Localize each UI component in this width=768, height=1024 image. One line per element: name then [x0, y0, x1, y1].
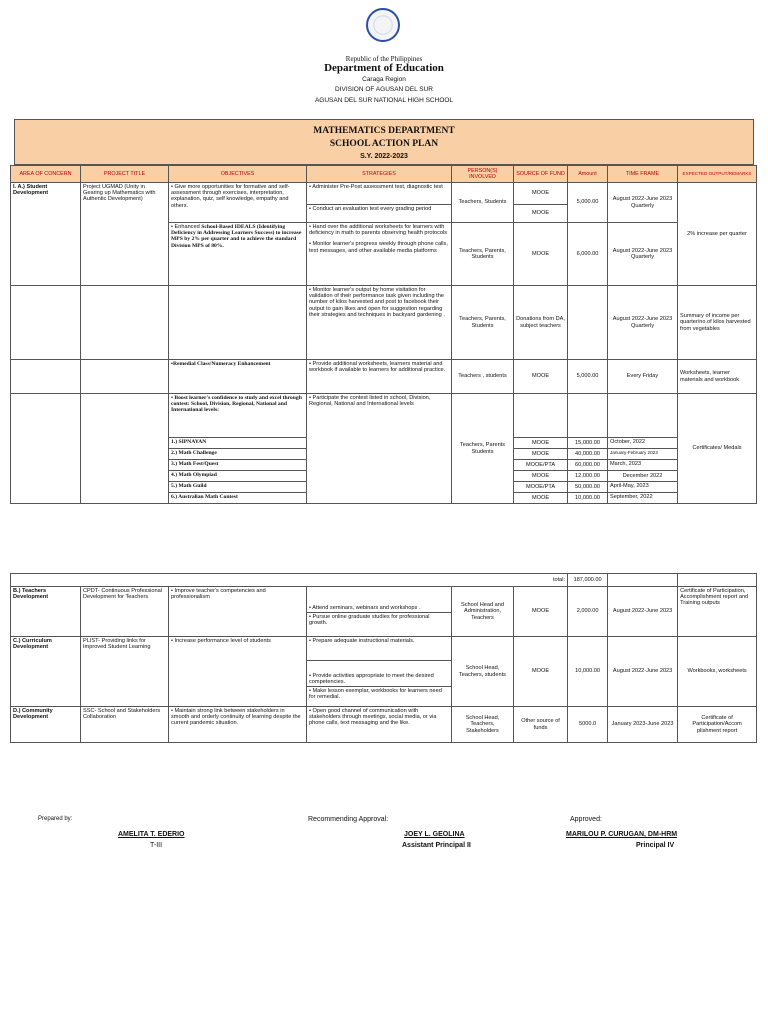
contest-fund: MOOE/PTA	[514, 460, 568, 471]
recommending-name: JOEY L. GEOLINA	[404, 831, 465, 838]
objective-cell: •Remedial Class/Numeracy Enhancement	[169, 360, 307, 394]
prepared-name: AMELITA T. EDERIO	[118, 831, 185, 838]
contest-amount: 10,000.00	[568, 493, 608, 504]
total-label: total:	[11, 574, 568, 587]
col-expected: EXPECTED OUTPUT/REMARKS	[678, 166, 757, 183]
table-row	[11, 394, 757, 438]
amount-cell: 2,000.00	[568, 587, 608, 637]
recommending-title: Assistant Principal II	[402, 842, 471, 849]
persons-cell: Teachers, Parents Students	[452, 394, 514, 504]
strategy-cell: • Attend seminars, webinars and workshops .	[307, 587, 452, 613]
contest-fund: MOOE	[514, 449, 568, 460]
banner-school-year: S.Y. 2022-2023	[360, 153, 408, 160]
recommending-label: Recommending Approval:	[308, 816, 389, 823]
project-cell: PLIST- Providing links for Improved Student Learning	[81, 637, 169, 707]
fund-cell	[514, 394, 568, 438]
table-row	[11, 707, 757, 743]
col-persons: PERSON(S) INVOLVED	[452, 166, 514, 183]
contest-name: 1.) SIPNAYAN	[169, 438, 307, 449]
division-line: DIVISION OF AGUSAN DEL SUR	[334, 86, 433, 93]
area-cell: I. A.) Student Development	[11, 183, 81, 286]
contest-name: 4.) Math Olympiad	[169, 471, 307, 482]
table-row	[11, 637, 757, 661]
area-cell	[11, 394, 81, 504]
empty-cell	[678, 574, 757, 587]
time-cell: August 2022-June 2023	[608, 587, 678, 637]
contest-time: December 2022	[608, 471, 678, 482]
table-header-row	[11, 166, 757, 183]
expected-cell: 2% increase per quarter	[678, 183, 757, 286]
action-plan-table-2	[10, 573, 757, 743]
persons-cell: Teachers, Parents, Students	[452, 286, 514, 360]
objective-cell: • Maintain strong link between stakeholders in smooth and orderly continuity of learning despite the current pandemic situation.	[169, 707, 307, 743]
banner-department: MATHEMATICS DEPARTMENT	[313, 126, 455, 136]
contest-fund: MOOE/PTA	[514, 482, 568, 493]
time-cell: January 2023-June 2023	[608, 707, 678, 743]
project-cell	[81, 360, 169, 394]
strategy-cell: • Conduct an evaluation test every grading period	[307, 205, 452, 223]
time-cell	[608, 394, 678, 438]
amount-cell: 5,000.00	[568, 183, 608, 223]
strategy-cell: • Make lesson exemplar, workbooks for learners need for remedial.	[307, 687, 452, 707]
persons-cell: Teachers, Parents, Students	[452, 223, 514, 286]
amount-cell: 10,000.00	[568, 637, 608, 707]
strategy-text: • Monitor learner's progress weekly through phone calls, text messages, and other available media platforms	[309, 241, 448, 254]
expected-cell: Worksheets, learner materials and workbook	[678, 360, 757, 394]
project-cell	[81, 286, 169, 360]
table-row	[11, 587, 757, 613]
objective-cell	[169, 223, 307, 286]
strategy-cell: • Pursue online graduate studies for professional growth.	[307, 613, 452, 637]
fund-cell: MOOE	[514, 223, 568, 286]
expected-cell: Workbooks, worksheets	[678, 637, 757, 707]
objective-cell: • Boost learner's confidence to study and excel through contest: School, Division, Regional, National and International levels:	[169, 394, 307, 438]
col-strategies: STRATEGIES	[307, 166, 452, 183]
objective-ideals: School-Based IDEALS (Identifying Deficiency in Addressing Learners Success) to increase MPS by 2% per quarter and to achieve the standard Division MPS of 80%.	[171, 224, 302, 249]
action-plan-table-1	[10, 165, 757, 504]
total-value: 187,000.00	[568, 574, 608, 587]
contest-name: 2.) Math Challenge	[169, 449, 307, 460]
table-row	[11, 286, 757, 360]
persons-cell: School Head, Teachers, Stakeholders	[452, 707, 514, 743]
project-cell: Project UGMAD (Unity in Gearing up Mathematics with Authentic Development)	[81, 183, 169, 286]
fund-cell: MOOE	[514, 205, 568, 223]
fund-cell: Other source of funds	[514, 707, 568, 743]
contest-amount: 60,000.00	[568, 460, 608, 471]
amount-cell	[568, 286, 608, 360]
approver-name: MARILOU P. CURUGAN, DM-HRM	[566, 831, 678, 838]
region-line: Caraga Region	[362, 76, 406, 83]
prepared-title: T-III	[150, 842, 163, 849]
col-objectives: OBJECTIVES	[169, 166, 307, 183]
contest-amount: 12,000.00	[568, 471, 608, 482]
project-cell	[81, 394, 169, 504]
persons-cell: School Head, Teachers, students	[452, 637, 514, 707]
persons-cell: Teachers , students	[452, 360, 514, 394]
area-cell: B.) Teachers Development	[11, 587, 81, 637]
time-cell: Every Friday	[608, 360, 678, 394]
school-line: AGUSAN DEL SUR NATIONAL HIGH SCHOOL	[314, 97, 454, 104]
contest-fund: MOOE	[514, 493, 568, 504]
time-cell: August 2022-June 2023	[608, 637, 678, 707]
col-fund: SOURCE OF FUND	[514, 166, 568, 183]
strategy-cell: • Administer Pre-Post assessment test, diagnostic test	[307, 183, 452, 205]
fund-cell: Donations from DA, subject teachers	[514, 286, 568, 360]
strategy-cell: • Provide additional worksheets, learners material and workbook if available to learners for additional practice.	[307, 360, 452, 394]
strategy-cell: • Participate the contest listed in school, Division, Regional, National and International levels	[307, 394, 452, 504]
amount-cell: 5,000.00	[568, 360, 608, 394]
time-cell: August 2022-June 2023 Quarterly	[608, 286, 678, 360]
objective-cell: • Increase performance level of students	[169, 637, 307, 707]
contest-name: 6.) Australian Math Contest	[169, 493, 307, 504]
fund-cell: MOOE	[514, 360, 568, 394]
amount-cell: 5000.0	[568, 707, 608, 743]
persons-cell: School Head and Administration, Teachers	[452, 587, 514, 637]
time-cell: August 2022-June 2023 Quarterly	[608, 223, 678, 286]
objective-cell: • Give more opportunities for formative and self-assessment through exercises, interpretation, explanation, quiz, self knowledge, empathy and others.	[169, 183, 307, 223]
contest-time: March, 2023	[608, 460, 678, 471]
fund-cell: MOOE	[514, 637, 568, 707]
area-cell: D.) Community Development	[11, 707, 81, 743]
col-time: TIME FRAME	[608, 166, 678, 183]
deped-seal	[366, 8, 400, 42]
strategy-cell: • Provide activities appropriate to meet the desired competencies.	[307, 661, 452, 687]
objective-cell	[169, 286, 307, 360]
time-cell: August 2022-June 2023 Quarterly	[608, 183, 678, 223]
amount-cell: 6,000.00	[568, 223, 608, 286]
area-cell: C.) Curriculum Development	[11, 637, 81, 707]
contest-time: January-February 2023	[608, 449, 678, 460]
project-cell: CPDT- Continuous Professional Development for Teachers	[81, 587, 169, 637]
contest-name: 5.) Math Guild	[169, 482, 307, 493]
col-project: PROJECT TITLE	[81, 166, 169, 183]
project-cell: SSC- School and Stakeholders Collaboration	[81, 707, 169, 743]
amount-cell	[568, 394, 608, 438]
contest-fund: MOOE	[514, 438, 568, 449]
col-amount: Amount	[568, 166, 608, 183]
expected-cell: Certificate of Participation/Accom plishment report	[678, 707, 757, 743]
fund-cell: MOOE	[514, 587, 568, 637]
banner-title: SCHOOL ACTION PLAN	[329, 139, 439, 149]
area-cell	[11, 286, 81, 360]
objective-prefix: • Enhanced	[171, 224, 202, 230]
contest-amount: 15,000.00	[568, 438, 608, 449]
department-title: Department of Education	[324, 62, 444, 74]
strategy-cell: • Monitor learner's output by home visitation for validation of their performance task given including the number of kilos harvested and post to facebook their output to gain likes and open for suggestion regarding their strategies and techniques in backyard gardening .	[307, 286, 452, 360]
strategy-text: • Hand over the additional worksheets for learners with deficiency in math to parents observing health protocols	[309, 224, 448, 237]
table-row	[11, 360, 757, 394]
expected-cell: Certificate of Participation, Accomplishment report and Training outputs	[678, 587, 757, 637]
persons-cell: Teachers, Students	[452, 183, 514, 223]
table-row	[11, 183, 757, 205]
col-area: AREA OF CONCERN	[11, 166, 81, 183]
total-row	[11, 574, 757, 587]
expected-cell: Certificates/ Medals	[678, 394, 757, 504]
approver-title: Principal IV	[636, 842, 675, 849]
plan-banner	[14, 119, 754, 165]
contest-amount: 40,000.00	[568, 449, 608, 460]
strategy-cell: • Prepare adequate instructional materials.	[307, 637, 452, 661]
prepared-label: Prepared by:	[38, 816, 73, 822]
area-cell	[11, 360, 81, 394]
contest-time: October, 2022	[608, 438, 678, 449]
objective-cell: • Improve teacher's competencies and professionalism	[169, 587, 307, 637]
republic-line: Republic of the Philippines	[345, 55, 423, 63]
strategy-cell: • Open good channel of communication with stakeholders through meetings, social media, or via phone calls, text messaging and the like.	[307, 707, 452, 743]
approved-label: Approved:	[570, 816, 602, 823]
fund-cell: MOOE	[514, 183, 568, 205]
contest-time: April-May, 2023	[608, 482, 678, 493]
contest-time: September, 2022	[608, 493, 678, 504]
contest-name: 3.) Math Fest/Quest	[169, 460, 307, 471]
empty-cell	[608, 574, 678, 587]
contest-amount: 50,000.00	[568, 482, 608, 493]
expected-cell: Summary of income per quarter/no.of kilos harvested from vegetables	[678, 286, 757, 360]
contest-fund: MOOE	[514, 471, 568, 482]
strategy-cell	[307, 223, 452, 286]
